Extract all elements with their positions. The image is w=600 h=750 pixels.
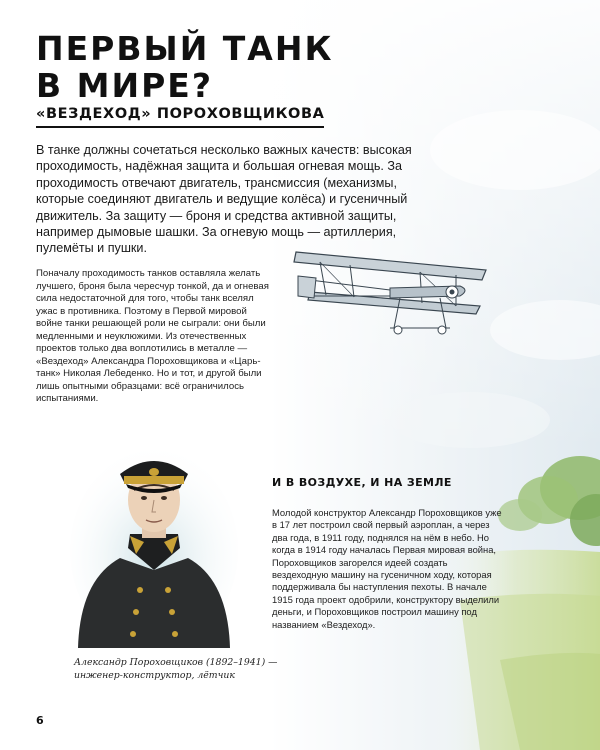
portrait-caption — [74, 656, 294, 682]
page-title — [36, 30, 376, 104]
body-text-left: Поначалу проходимость танков оставляла желать лучшего, броня была чересчур тонкой, да и огневая сила недостаточной для того, чтобы танк вселял ужас в противника. Поэтому в Первой мировой войне танки решающей роли не сыграли: они были медленными и неуклюжими. Из отечественных проектов только два воплотились в металле — «Вездеход» Александра Пороховщикова и «Царь-танк» Николая Лебеденко. Но и тот, и другой были лишь опытными образцами: всё ограничилось испытаниями. — [36, 268, 269, 404]
section-heading: И В ВОЗДУХЕ, И НА ЗЕМЛЕ — [272, 476, 452, 489]
title-line-2: В МИРЕ? — [36, 66, 213, 105]
intro-paragraph: В танке должны сочетаться несколько важных качеств: высокая проходимость, надёжная защита и большая огневая мощь. За проходимость отвечают двигатель, трансмиссия (механизмы, которые соединяют двигатель и ведущие колёса) и гусеничный движитель. За защиту — броня и средства активной защиты, например дымовые шашки. За огневую мощь — артиллерия, пулемёты и пушки. — [36, 143, 412, 256]
title-line-1: ПЕРВЫЙ ТАНК — [36, 29, 334, 68]
caption-line-1: Александр Пороховщиков (1892–1941) — — [74, 657, 278, 668]
subtitle: «ВЕЗДЕХОД» ПОРОХОВЩИКОВА — [36, 106, 324, 128]
biplane-illustration — [290, 240, 490, 345]
caption-line-2: инженер-конструктор, лётчик — [74, 670, 235, 681]
portrait-illustration — [70, 430, 238, 648]
body-text-right: Молодой конструктор Александр Пороховщиков уже в 17 лет построил свой первый аэроплан, а через два года, в 1911 году, поднялся на нём в небо. Но когда в 1914 году началась Первая мировая война, Пороховщиков загорелся идеей создать вездеходную машину на гусеничном ходу, которая поддерживала бы наступления пехоты. В начале 1915 года проект одобрили, конструктору выделили деньги, и Пороховщиков построил машину под названием «Вездеход». — [272, 507, 502, 630]
page-number: 6 — [36, 714, 44, 727]
